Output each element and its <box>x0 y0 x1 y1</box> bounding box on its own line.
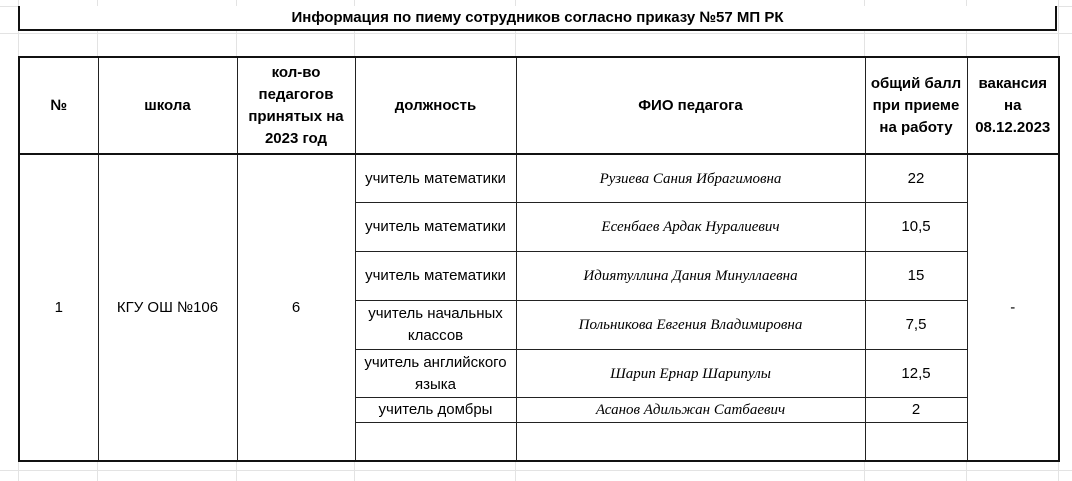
cell-fio[interactable]: Есенбаев Ардак Нуралиевич <box>516 203 865 252</box>
staff-table <box>18 56 1060 462</box>
cell-vacancy[interactable]: - <box>967 154 1059 461</box>
cell-position[interactable]: учитель английского языка <box>355 349 516 398</box>
cell-num[interactable]: 1 <box>19 154 98 461</box>
cell-position-empty[interactable] <box>355 422 516 461</box>
cell-fio[interactable]: Рузиева Сания Ибрагимовна <box>516 154 865 203</box>
cell-position[interactable]: учитель математики <box>355 252 516 301</box>
cell-fio[interactable]: Шарип Ернар Шарипулы <box>516 349 865 398</box>
header-count[interactable]: кол-во педагогов принятых на 2023 год <box>237 57 355 154</box>
header-num[interactable]: № <box>19 57 98 154</box>
cell-position[interactable]: учитель домбры <box>355 398 516 422</box>
cell-school[interactable]: КГУ ОШ №106 <box>98 154 237 461</box>
header-position[interactable]: должность <box>355 57 516 154</box>
cell-score[interactable]: 12,5 <box>865 349 967 398</box>
table-row <box>19 154 1059 203</box>
header-row <box>19 57 1059 154</box>
cell-position[interactable]: учитель начальных классов <box>355 300 516 349</box>
gridline <box>0 33 1072 34</box>
cell-score[interactable]: 15 <box>865 252 967 301</box>
cell-score-empty[interactable] <box>865 422 967 461</box>
header-school[interactable]: школа <box>98 57 237 154</box>
cell-fio[interactable]: Польникова Евгения Владимировна <box>516 300 865 349</box>
cell-score[interactable]: 22 <box>865 154 967 203</box>
cell-score[interactable]: 2 <box>865 398 967 422</box>
cell-position[interactable]: учитель математики <box>355 154 516 203</box>
table-title: Информация по пиему сотрудников согласно приказу №57 МП РК <box>18 6 1057 31</box>
cell-count[interactable]: 6 <box>237 154 355 461</box>
cell-fio-empty[interactable] <box>516 422 865 461</box>
cell-score[interactable]: 7,5 <box>865 300 967 349</box>
cell-position[interactable]: учитель математики <box>355 203 516 252</box>
cell-score[interactable]: 10,5 <box>865 203 967 252</box>
gridline <box>0 470 1072 471</box>
header-fio[interactable]: ФИО педагога <box>516 57 865 154</box>
header-vacancy[interactable]: вакансия на 08.12.2023 <box>967 57 1059 154</box>
cell-fio[interactable]: Асанов Адильжан Сатбаевич <box>516 398 865 422</box>
cell-fio[interactable]: Идиятуллина Дания Минуллаевна <box>516 252 865 301</box>
header-score[interactable]: общий балл при приеме на работу <box>865 57 967 154</box>
